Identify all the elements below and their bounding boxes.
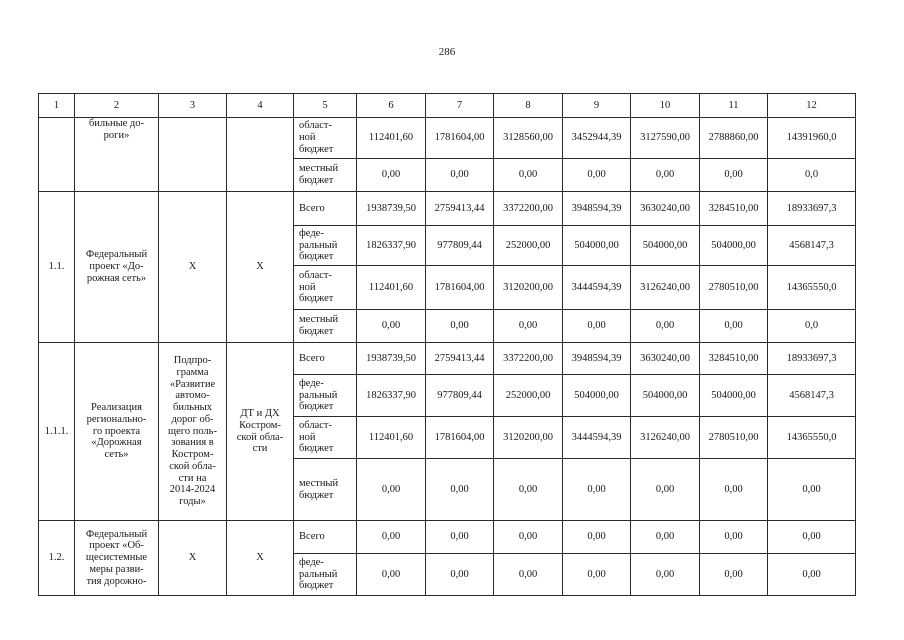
funding-source: местный бюджет xyxy=(294,159,357,192)
executor-cell: Х xyxy=(227,192,294,343)
column-header: 2 xyxy=(75,94,159,118)
amount-cell: 504000,00 xyxy=(700,375,768,417)
amount-cell: 504000,00 xyxy=(631,226,700,266)
amount-cell: 504000,00 xyxy=(631,375,700,417)
amount-cell: 0,00 xyxy=(700,459,768,521)
column-header: 12 xyxy=(768,94,856,118)
program-cell: Подпро- грамма «Развитие автомо- бильных дорог об- щего поль- зования в Костром- ской обла- сти на 2014-2024 годы» xyxy=(159,343,227,521)
table-row xyxy=(39,521,856,554)
amount-cell: 3284510,00 xyxy=(700,343,768,375)
amount-cell: 504000,00 xyxy=(700,226,768,266)
amount-cell: 0,00 xyxy=(426,159,494,192)
amount-cell: 1781604,00 xyxy=(426,118,494,159)
amount-cell: 3284510,00 xyxy=(700,192,768,226)
amount-cell: 0,0 xyxy=(768,310,856,343)
amount-cell: 0,00 xyxy=(700,310,768,343)
funding-source: област- ной бюджет xyxy=(294,266,357,310)
amount-cell: 3948594,39 xyxy=(563,192,631,226)
column-header: 3 xyxy=(159,94,227,118)
funding-source: феде- ральный бюджет xyxy=(294,226,357,266)
item-number: 1.1. xyxy=(39,192,75,343)
table-row xyxy=(39,118,856,159)
column-header: 5 xyxy=(294,94,357,118)
amount-cell: 252000,00 xyxy=(494,375,563,417)
item-name: Реализация регионально- го проекта «Дорожная сеть» xyxy=(75,343,159,521)
amount-cell: 112401,60 xyxy=(357,417,426,459)
amount-cell: 1826337,90 xyxy=(357,375,426,417)
amount-cell: 0,00 xyxy=(426,459,494,521)
funding-source: Всего xyxy=(294,343,357,375)
program-cell: Х xyxy=(159,192,227,343)
amount-cell: 977809,44 xyxy=(426,375,494,417)
amount-cell: 3126240,00 xyxy=(631,266,700,310)
amount-cell: 1938739,50 xyxy=(357,343,426,375)
amount-cell: 0,00 xyxy=(494,310,563,343)
amount-cell: 0,00 xyxy=(563,310,631,343)
amount-cell: 0,00 xyxy=(768,459,856,521)
item-number xyxy=(39,118,75,192)
amount-cell: 0,00 xyxy=(357,459,426,521)
executor-cell: ДТ и ДХ Костром- ской обла- сти xyxy=(227,343,294,521)
funding-source: местный бюджет xyxy=(294,459,357,521)
budget-table xyxy=(38,93,856,596)
amount-cell: 0,00 xyxy=(494,159,563,192)
amount-cell: 0,00 xyxy=(631,310,700,343)
amount-cell: 0,00 xyxy=(357,521,426,554)
column-header: 11 xyxy=(700,94,768,118)
amount-cell: 3372200,00 xyxy=(494,343,563,375)
amount-cell: 3630240,00 xyxy=(631,192,700,226)
amount-cell: 1938739,50 xyxy=(357,192,426,226)
amount-cell: 0,00 xyxy=(768,521,856,554)
header-row xyxy=(39,94,856,118)
amount-cell: 2780510,00 xyxy=(700,266,768,310)
table-row xyxy=(39,192,856,226)
amount-cell: 1781604,00 xyxy=(426,417,494,459)
column-header: 1 xyxy=(39,94,75,118)
table-row xyxy=(39,343,856,375)
item-name: бильные до- роги» xyxy=(75,118,159,192)
amount-cell: 3948594,39 xyxy=(563,343,631,375)
amount-cell: 2788860,00 xyxy=(700,118,768,159)
amount-cell: 0,00 xyxy=(563,521,631,554)
column-header: 6 xyxy=(357,94,426,118)
amount-cell: 1826337,90 xyxy=(357,226,426,266)
amount-cell: 0,00 xyxy=(426,521,494,554)
amount-cell: 0,00 xyxy=(700,521,768,554)
amount-cell: 2759413,44 xyxy=(426,343,494,375)
amount-cell: 0,00 xyxy=(426,554,494,596)
item-name: Федеральный проект «Об- щесистемные меры разви- тия дорожно- xyxy=(75,521,159,596)
amount-cell: 0,00 xyxy=(631,521,700,554)
program-cell xyxy=(159,118,227,192)
amount-cell: 3128560,00 xyxy=(494,118,563,159)
amount-cell: 0,0 xyxy=(768,159,856,192)
column-header: 7 xyxy=(426,94,494,118)
table-body xyxy=(39,118,856,596)
amount-cell: 0,00 xyxy=(768,554,856,596)
column-header: 4 xyxy=(227,94,294,118)
amount-cell: 4568147,3 xyxy=(768,375,856,417)
amount-cell: 112401,60 xyxy=(357,266,426,310)
amount-cell: 3444594,39 xyxy=(563,266,631,310)
item-number: 1.1.1. xyxy=(39,343,75,521)
amount-cell: 0,00 xyxy=(357,310,426,343)
amount-cell: 0,00 xyxy=(700,159,768,192)
amount-cell: 3372200,00 xyxy=(494,192,563,226)
amount-cell: 0,00 xyxy=(563,459,631,521)
amount-cell: 3127590,00 xyxy=(631,118,700,159)
amount-cell: 3452944,39 xyxy=(563,118,631,159)
funding-source: област- ной бюджет xyxy=(294,118,357,159)
amount-cell: 0,00 xyxy=(494,554,563,596)
amount-cell: 3444594,39 xyxy=(563,417,631,459)
funding-source: феде- ральный бюджет xyxy=(294,554,357,596)
program-cell: Х xyxy=(159,521,227,596)
amount-cell: 14365550,0 xyxy=(768,266,856,310)
column-header: 9 xyxy=(563,94,631,118)
funding-source: Всего xyxy=(294,192,357,226)
amount-cell: 18933697,3 xyxy=(768,343,856,375)
amount-cell: 504000,00 xyxy=(563,375,631,417)
amount-cell: 2759413,44 xyxy=(426,192,494,226)
funding-source: Всего xyxy=(294,521,357,554)
amount-cell: 3120200,00 xyxy=(494,417,563,459)
amount-cell: 3126240,00 xyxy=(631,417,700,459)
amount-cell: 0,00 xyxy=(494,459,563,521)
page-number: 286 xyxy=(438,46,456,58)
amount-cell: 3630240,00 xyxy=(631,343,700,375)
column-header: 8 xyxy=(494,94,563,118)
amount-cell: 0,00 xyxy=(426,310,494,343)
amount-cell: 0,00 xyxy=(631,159,700,192)
amount-cell: 14365550,0 xyxy=(768,417,856,459)
amount-cell: 977809,44 xyxy=(426,226,494,266)
executor-cell: Х xyxy=(227,521,294,596)
amount-cell: 14391960,0 xyxy=(768,118,856,159)
column-header: 10 xyxy=(631,94,700,118)
amount-cell: 252000,00 xyxy=(494,226,563,266)
funding-source: област- ной бюджет xyxy=(294,417,357,459)
amount-cell: 112401,60 xyxy=(357,118,426,159)
amount-cell: 0,00 xyxy=(563,554,631,596)
item-number: 1.2. xyxy=(39,521,75,596)
amount-cell: 0,00 xyxy=(357,159,426,192)
amount-cell: 0,00 xyxy=(700,554,768,596)
amount-cell: 0,00 xyxy=(563,159,631,192)
amount-cell: 1781604,00 xyxy=(426,266,494,310)
amount-cell: 3120200,00 xyxy=(494,266,563,310)
executor-cell xyxy=(227,118,294,192)
amount-cell: 0,00 xyxy=(494,521,563,554)
amount-cell: 2780510,00 xyxy=(700,417,768,459)
amount-cell: 0,00 xyxy=(357,554,426,596)
amount-cell: 504000,00 xyxy=(563,226,631,266)
amount-cell: 18933697,3 xyxy=(768,192,856,226)
amount-cell: 0,00 xyxy=(631,459,700,521)
funding-source: феде- ральный бюджет xyxy=(294,375,357,417)
amount-cell: 0,00 xyxy=(631,554,700,596)
funding-source: местный бюджет xyxy=(294,310,357,343)
item-name: Федеральный проект «До- рожная сеть» xyxy=(75,192,159,343)
amount-cell: 4568147,3 xyxy=(768,226,856,266)
